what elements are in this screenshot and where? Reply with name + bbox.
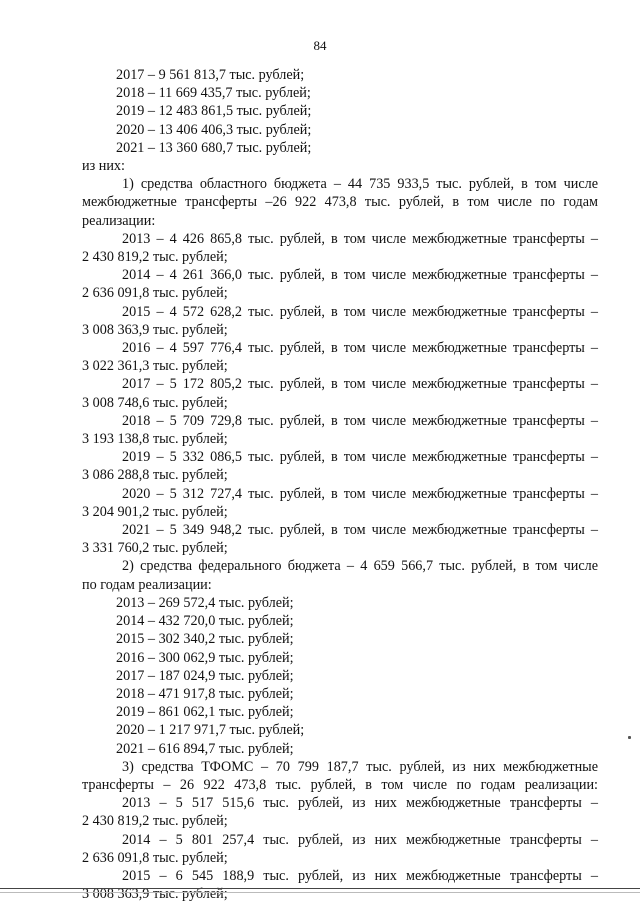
text-line: 2013 – 269 572,4 тыс. рублей; (116, 594, 294, 611)
text-line: 2 430 819,2 тыс. рублей; (82, 249, 228, 266)
page-number: 84 (313, 38, 327, 53)
text-line: 3 008 363,9 тыс. рублей; (82, 886, 228, 903)
text-line: 2013 – 4 426 865,8 тыс. рублей, в том числе межбюджетные трансферты – (122, 230, 598, 247)
text-line: 2016 – 4 597 776,4 тыс. рублей, в том числе межбюджетные трансферты – (122, 340, 598, 357)
text-line: 2 430 819,2 тыс. рублей; (82, 813, 228, 830)
text-line: 2015 – 4 572 628,2 тыс. рублей, в том числе межбюджетные трансферты – (122, 303, 598, 320)
text-line: 3 193 138,8 тыс. рублей; (82, 431, 228, 448)
text-line: по годам реализации: (82, 576, 212, 593)
text-line: 2020 – 13 406 406,3 тыс. рублей; (116, 121, 312, 138)
text-line: 2017 – 187 024,9 тыс. рублей; (116, 667, 294, 684)
text-line: 2021 – 616 894,7 тыс. рублей; (116, 740, 294, 757)
text-line: 2013 – 5 517 515,6 тыс. рублей, из них межбюджетные трансферты – (122, 795, 598, 812)
page-bottom-edge (0, 888, 640, 889)
text-line: межбюджетные трансферты –26 922 473,8 тыс. рублей, в том числе по годам (82, 194, 598, 211)
text-line: 3 086 288,8 тыс. рублей; (82, 467, 228, 484)
text-line: 2020 – 5 312 727,4 тыс. рублей, в том числе межбюджетные трансферты – (122, 485, 598, 502)
text-line: из них: (82, 158, 125, 175)
text-line: 2019 – 5 332 086,5 тыс. рублей, в том числе межбюджетные трансферты – (122, 449, 598, 466)
text-line: трансферты – 26 922 473,8 тыс. рублей, в том числе по годам реализации: (82, 776, 598, 793)
text-line: 2018 – 471 917,8 тыс. рублей; (116, 685, 294, 702)
text-line: 3 022 361,3 тыс. рублей; (82, 358, 228, 375)
text-line: 3 204 901,2 тыс. рублей; (82, 503, 228, 520)
text-line: 2) средства федерального бюджета – 4 659 566,7 тыс. рублей, в том числе (122, 558, 598, 575)
text-line: 2019 – 12 483 861,5 тыс. рублей; (116, 103, 312, 120)
page-bottom-edge-shadow (0, 892, 640, 893)
text-line: 2 636 091,8 тыс. рублей; (82, 849, 228, 866)
text-line: 2014 – 4 261 366,0 тыс. рублей, в том числе межбюджетные трансферты – (122, 267, 598, 284)
text-line: 2014 – 432 720,0 тыс. рублей; (116, 613, 294, 630)
text-line: 3 331 760,2 тыс. рублей; (82, 540, 228, 557)
text-line: 2016 – 300 062,9 тыс. рублей; (116, 649, 294, 666)
text-line: 3 008 748,6 тыс. рублей; (82, 394, 228, 411)
scan-margin-mark (628, 736, 631, 739)
text-line: 1) средства областного бюджета – 44 735 933,5 тыс. рублей, в том числе (122, 176, 598, 193)
document-body (82, 66, 598, 903)
text-line: 2015 – 302 340,2 тыс. рублей; (116, 631, 294, 648)
text-line: 2021 – 13 360 680,7 тыс. рублей; (116, 139, 312, 156)
text-line: 2018 – 5 709 729,8 тыс. рублей, в том числе межбюджетные трансферты – (122, 412, 598, 429)
text-line: 2 636 091,8 тыс. рублей; (82, 285, 228, 302)
text-line: 3 008 363,9 тыс. рублей; (82, 321, 228, 338)
text-line: реализации: (82, 212, 156, 229)
text-line: 3) средства ТФОМС – 70 799 187,7 тыс. рублей, из них межбюджетные (122, 758, 598, 775)
text-line: 2020 – 1 217 971,7 тыс. рублей; (116, 722, 305, 739)
text-line: 2017 – 5 172 805,2 тыс. рублей, в том числе межбюджетные трансферты – (122, 376, 598, 393)
text-line: 2015 – 6 545 188,9 тыс. рублей, из них межбюджетные трансферты – (122, 867, 598, 884)
text-line: 2019 – 861 062,1 тыс. рублей; (116, 704, 294, 721)
text-line: 2018 – 11 669 435,7 тыс. рублей; (116, 85, 311, 102)
text-line: 2017 – 9 561 813,7 тыс. рублей; (116, 67, 305, 83)
text-line: 2014 – 5 801 257,4 тыс. рублей, из них межбюджетные трансферты – (122, 831, 598, 848)
text-line: 2021 – 5 349 948,2 тыс. рублей, в том числе межбюджетные трансферты – (122, 522, 598, 539)
